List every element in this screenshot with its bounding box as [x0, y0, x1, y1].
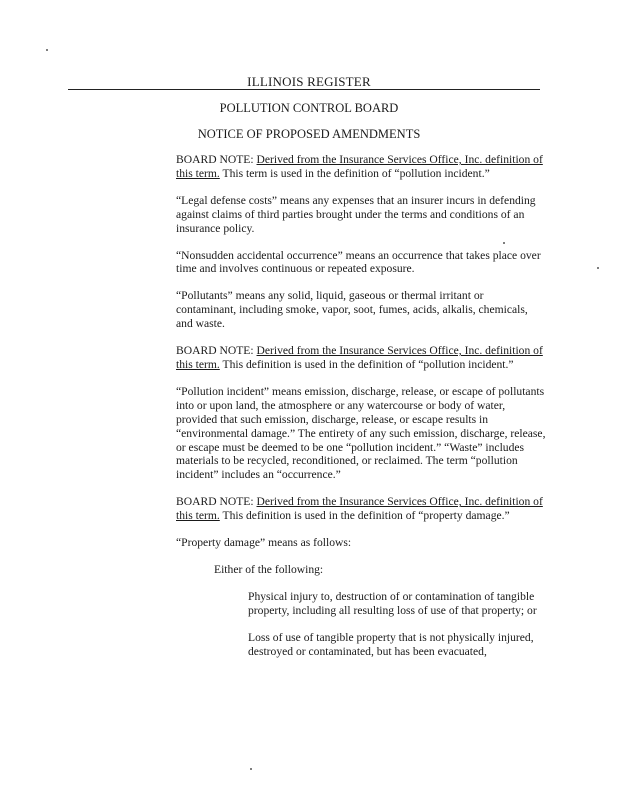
board-note-source: Derived from the Insurance Services Office, Inc. definition of this term. [176, 153, 543, 180]
definition-legal-defense-costs: “Legal defense costs” means any expenses that an insurer incurs in defending against claims of third parties brought under the terms and conditions of an insurance policy. [176, 193, 536, 235]
property-damage-either: Either of the following: [214, 562, 324, 576]
board-note-source: Derived from the Insurance Services Office, Inc. definition of this term. [176, 344, 543, 371]
register-title: ILLINOIS REGISTER [247, 74, 371, 89]
board-note-text: This term is used in the definition of “pollution incident.” [219, 166, 490, 180]
scan-speck [250, 768, 252, 770]
board-note-text: This definition is used in the definition of “pollution incident.” [219, 357, 514, 371]
board-note-source: Derived from the Insurance Services Office, Inc. definition of this term. [176, 495, 543, 523]
definition-pollutants: “Pollutants” means any solid, liquid, gaseous or thermal irritant or contaminant, including smoke, vapor, soot, fumes, acids, alkalis, chemicals, and waste. [176, 289, 528, 331]
board-note-lead: BOARD NOTE: [176, 495, 257, 509]
board-note-lead: BOARD NOTE: [176, 153, 257, 166]
property-damage-physical-injury: Physical injury to, destruction of or contamination of tangible property, including all resulting loss of use of that property; or [248, 589, 537, 617]
board-note-lead: BOARD NOTE: [176, 344, 257, 358]
definition-pollution-incident: “Pollution incident” means emission, discharge, release, or escape of pollutants into or upon land, the atmosphere or any watercourse or body of water, provided that such emission, discharge, release, or escape results in “environmental damage.” The entirety of any such emission, discharge, release, or escape must be deemed to be one “pollution incident.” “Waste” includes materials to be recycled, reconditioned, or reclaimed. The term “pollution incident” includes an “occurrence.” [176, 384, 546, 482]
definition-property-damage: “Property damage” means as follows: [176, 536, 352, 550]
board-note-property-damage [176, 495, 546, 523]
property-damage-loss-of-use: Loss of use of tangible property that is not physically injured, destroyed or contaminated, but has been evacuated, [248, 630, 534, 658]
board-note-pollutants [176, 344, 546, 372]
scan-speck [597, 267, 599, 269]
notice-title: NOTICE OF PROPOSED AMENDMENTS [197, 127, 421, 141]
board-note-text: This definition is used in the definition of “property damage.” [219, 509, 510, 523]
scan-speck [503, 242, 505, 244]
header-rule [68, 89, 540, 90]
board-title: POLLUTION CONTROL BOARD [219, 101, 399, 115]
board-note-pollution-incident [176, 153, 546, 181]
definition-nonsudden-accidental-occurrence: “Nonsudden accidental occurrence” means an occurrence that takes place over time and involves continuous or repeated exposure. [176, 248, 541, 276]
document-body [176, 153, 546, 671]
scan-speck [46, 49, 48, 51]
